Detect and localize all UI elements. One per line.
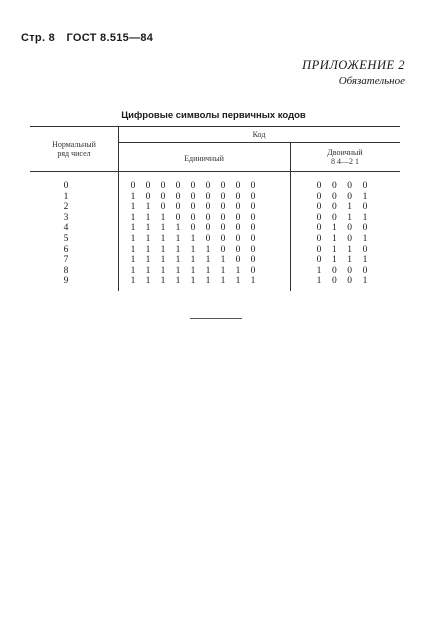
unit-digit: 0 bbox=[235, 212, 241, 223]
code-table bbox=[30, 126, 400, 291]
binary-digit: 0 bbox=[347, 181, 353, 191]
binary-digit: 0 bbox=[362, 181, 368, 191]
table-row bbox=[30, 276, 400, 286]
unit-digit: 0 bbox=[235, 223, 241, 234]
unit-digit: 0 bbox=[205, 212, 211, 223]
normal-number: 6 bbox=[63, 244, 69, 255]
binary-digit: 1 bbox=[362, 212, 368, 223]
unit-digit: 1 bbox=[130, 255, 136, 266]
binary-digit: 1 bbox=[362, 255, 368, 266]
binary-digit: 1 bbox=[316, 265, 322, 276]
header-unit-code: Единичный bbox=[184, 154, 224, 163]
unit-digit: 1 bbox=[190, 265, 196, 276]
normal-number: 0 bbox=[63, 181, 69, 191]
unit-digit: 1 bbox=[220, 255, 226, 266]
binary-digit: 0 bbox=[316, 244, 322, 255]
unit-digit: 1 bbox=[175, 234, 181, 244]
unit-digit: 1 bbox=[130, 191, 136, 202]
binary-digit: 0 bbox=[347, 223, 353, 234]
unit-digit: 1 bbox=[145, 265, 151, 276]
unit-digit: 1 bbox=[205, 244, 211, 255]
unit-digit: 0 bbox=[160, 191, 166, 202]
header-normal-series bbox=[30, 140, 118, 158]
binary-digit: 1 bbox=[362, 191, 368, 202]
binary-digit: 1 bbox=[331, 244, 337, 255]
unit-digit: 0 bbox=[220, 244, 226, 255]
unit-digit: 1 bbox=[235, 265, 241, 276]
binary-digit: 0 bbox=[347, 191, 353, 202]
unit-digit: 1 bbox=[145, 244, 151, 255]
binary-code bbox=[316, 245, 368, 255]
page-number: Стр. 8 bbox=[21, 32, 56, 44]
binary-digit: 0 bbox=[316, 212, 322, 223]
binary-digit: 1 bbox=[362, 276, 368, 287]
normal-number: 7 bbox=[63, 255, 69, 266]
binary-code bbox=[316, 266, 368, 276]
unit-digit: 1 bbox=[130, 234, 136, 244]
unit-digit: 0 bbox=[175, 181, 181, 191]
unit-code bbox=[130, 245, 256, 255]
binary-code bbox=[316, 181, 368, 191]
normal-number: 3 bbox=[63, 212, 69, 223]
binary-digit: 1 bbox=[347, 212, 353, 223]
unit-digit: 1 bbox=[190, 255, 196, 266]
unit-digit: 0 bbox=[250, 223, 256, 234]
binary-digit: 0 bbox=[347, 265, 353, 276]
binary-code bbox=[316, 192, 368, 202]
binary-digit: 0 bbox=[316, 202, 322, 213]
binary-digit: 0 bbox=[362, 244, 368, 255]
unit-code bbox=[130, 255, 256, 265]
normal-number: 1 bbox=[63, 191, 69, 202]
appendix-title: ПРИЛОЖЕНИЕ 2 bbox=[302, 58, 405, 72]
unit-digit: 1 bbox=[175, 265, 181, 276]
appendix-subtitle: Обязательное bbox=[338, 75, 405, 87]
binary-digit: 1 bbox=[331, 223, 337, 234]
binary-digit: 0 bbox=[316, 223, 322, 234]
unit-digit: 1 bbox=[145, 276, 151, 287]
unit-code bbox=[130, 234, 256, 244]
unit-digit: 1 bbox=[220, 276, 226, 287]
unit-digit: 0 bbox=[235, 234, 241, 244]
unit-digit: 1 bbox=[130, 265, 136, 276]
unit-digit: 0 bbox=[220, 223, 226, 234]
table-row bbox=[30, 192, 400, 202]
binary-digit: 0 bbox=[362, 202, 368, 213]
unit-digit: 0 bbox=[190, 212, 196, 223]
unit-digit: 1 bbox=[160, 244, 166, 255]
unit-digit: 0 bbox=[205, 181, 211, 191]
unit-digit: 1 bbox=[145, 223, 151, 234]
table-row bbox=[30, 223, 400, 233]
unit-code bbox=[130, 266, 256, 276]
binary-digit: 0 bbox=[362, 265, 368, 276]
page-header bbox=[21, 32, 161, 44]
normal-number: 5 bbox=[63, 234, 69, 244]
unit-digit: 0 bbox=[175, 191, 181, 202]
binary-digit: 0 bbox=[347, 234, 353, 244]
binary-digit: 0 bbox=[362, 223, 368, 234]
table-row bbox=[30, 213, 400, 223]
unit-digit: 0 bbox=[220, 191, 226, 202]
unit-digit: 1 bbox=[175, 255, 181, 266]
header-binary-line1: Двоичный bbox=[327, 148, 363, 157]
unit-digit: 1 bbox=[175, 223, 181, 234]
binary-code bbox=[316, 213, 368, 223]
unit-digit: 1 bbox=[205, 265, 211, 276]
unit-digit: 0 bbox=[235, 255, 241, 266]
table-row bbox=[30, 255, 400, 265]
table-title: Цифровые символы первичных кодов bbox=[121, 110, 306, 121]
table-top-rule bbox=[30, 126, 400, 127]
unit-digit: 1 bbox=[130, 276, 136, 287]
normal-number: 4 bbox=[63, 223, 69, 234]
unit-digit: 1 bbox=[130, 244, 136, 255]
unit-digit: 1 bbox=[175, 244, 181, 255]
unit-digit: 1 bbox=[130, 223, 136, 234]
unit-code bbox=[130, 276, 256, 286]
normal-number: 9 bbox=[63, 276, 69, 287]
unit-digit: 1 bbox=[220, 265, 226, 276]
unit-digit: 1 bbox=[160, 212, 166, 223]
binary-digit: 0 bbox=[331, 276, 337, 287]
unit-digit: 0 bbox=[145, 191, 151, 202]
table-row bbox=[30, 266, 400, 276]
unit-digit: 0 bbox=[220, 202, 226, 213]
unit-digit: 0 bbox=[145, 181, 151, 191]
binary-digit: 0 bbox=[331, 202, 337, 213]
table-row bbox=[30, 234, 400, 244]
binary-digit: 0 bbox=[331, 212, 337, 223]
binary-digit: 1 bbox=[347, 255, 353, 266]
binary-code bbox=[316, 223, 368, 233]
unit-digit: 0 bbox=[205, 223, 211, 234]
unit-digit: 0 bbox=[175, 202, 181, 213]
unit-digit: 0 bbox=[160, 181, 166, 191]
binary-digit: 0 bbox=[316, 191, 322, 202]
unit-digit: 0 bbox=[220, 181, 226, 191]
unit-digit: 1 bbox=[160, 255, 166, 266]
header-code: Код bbox=[252, 130, 266, 139]
unit-digit: 0 bbox=[160, 202, 166, 213]
table-row bbox=[30, 245, 400, 255]
unit-digit: 1 bbox=[145, 255, 151, 266]
binary-digit: 1 bbox=[347, 202, 353, 213]
binary-digit: 1 bbox=[347, 244, 353, 255]
unit-digit: 1 bbox=[145, 234, 151, 244]
unit-digit: 0 bbox=[250, 265, 256, 276]
appendix-label bbox=[302, 58, 405, 87]
table-row bbox=[30, 181, 400, 191]
binary-code bbox=[316, 276, 368, 286]
unit-digit: 0 bbox=[205, 191, 211, 202]
binary-code bbox=[316, 202, 368, 212]
binary-digit: 0 bbox=[316, 255, 322, 266]
unit-digit: 0 bbox=[235, 181, 241, 191]
binary-digit: 1 bbox=[362, 234, 368, 244]
unit-digit: 1 bbox=[160, 265, 166, 276]
unit-code bbox=[130, 192, 256, 202]
unit-digit: 0 bbox=[205, 202, 211, 213]
unit-digit: 0 bbox=[235, 202, 241, 213]
unit-digit: 1 bbox=[145, 202, 151, 213]
binary-digit: 1 bbox=[331, 255, 337, 266]
unit-digit: 0 bbox=[205, 234, 211, 244]
table-header-rule bbox=[30, 171, 400, 172]
table-row bbox=[30, 202, 400, 212]
unit-digit: 0 bbox=[250, 234, 256, 244]
header-normal-line1: Нормальный bbox=[52, 140, 96, 149]
unit-digit: 0 bbox=[130, 181, 136, 191]
unit-digit: 1 bbox=[175, 276, 181, 287]
unit-digit: 0 bbox=[250, 191, 256, 202]
unit-digit: 0 bbox=[175, 212, 181, 223]
header-binary-code bbox=[290, 148, 400, 166]
unit-digit: 1 bbox=[190, 244, 196, 255]
unit-digit: 1 bbox=[145, 212, 151, 223]
binary-digit: 1 bbox=[331, 234, 337, 244]
unit-code bbox=[130, 213, 256, 223]
unit-digit: 0 bbox=[220, 212, 226, 223]
unit-digit: 0 bbox=[235, 244, 241, 255]
standard-number: ГОСТ 8.515—84 bbox=[66, 32, 154, 44]
binary-digit: 0 bbox=[331, 265, 337, 276]
unit-digit: 0 bbox=[190, 223, 196, 234]
end-mark bbox=[190, 318, 242, 319]
unit-code bbox=[130, 202, 256, 212]
unit-digit: 0 bbox=[250, 202, 256, 213]
unit-digit: 0 bbox=[250, 181, 256, 191]
unit-digit: 0 bbox=[190, 202, 196, 213]
unit-digit: 1 bbox=[190, 234, 196, 244]
header-normal-line2: ряд чисел bbox=[57, 149, 91, 158]
binary-digit: 0 bbox=[347, 276, 353, 287]
binary-code bbox=[316, 234, 368, 244]
unit-digit: 1 bbox=[130, 202, 136, 213]
unit-code bbox=[130, 181, 256, 191]
normal-number: 8 bbox=[63, 265, 69, 276]
unit-digit: 1 bbox=[205, 276, 211, 287]
unit-digit: 1 bbox=[160, 276, 166, 287]
unit-digit: 1 bbox=[160, 223, 166, 234]
binary-digit: 0 bbox=[316, 181, 322, 191]
unit-digit: 1 bbox=[130, 212, 136, 223]
unit-digit: 1 bbox=[160, 234, 166, 244]
unit-code bbox=[130, 223, 256, 233]
binary-digit: 0 bbox=[331, 181, 337, 191]
header-binary-line2: 8 4—2 1 bbox=[331, 157, 359, 166]
unit-digit: 0 bbox=[250, 255, 256, 266]
unit-digit: 0 bbox=[250, 212, 256, 223]
unit-digit: 1 bbox=[190, 276, 196, 287]
unit-digit: 0 bbox=[220, 234, 226, 244]
table-code-rule bbox=[118, 142, 400, 143]
binary-digit: 0 bbox=[316, 234, 322, 244]
unit-digit: 1 bbox=[250, 276, 256, 287]
unit-digit: 1 bbox=[235, 276, 241, 287]
unit-digit: 0 bbox=[235, 191, 241, 202]
unit-digit: 1 bbox=[205, 255, 211, 266]
unit-digit: 0 bbox=[190, 181, 196, 191]
unit-digit: 0 bbox=[250, 244, 256, 255]
binary-digit: 1 bbox=[316, 276, 322, 287]
binary-code bbox=[316, 255, 368, 265]
normal-number: 2 bbox=[63, 202, 69, 213]
unit-digit: 0 bbox=[190, 191, 196, 202]
binary-digit: 0 bbox=[331, 191, 337, 202]
